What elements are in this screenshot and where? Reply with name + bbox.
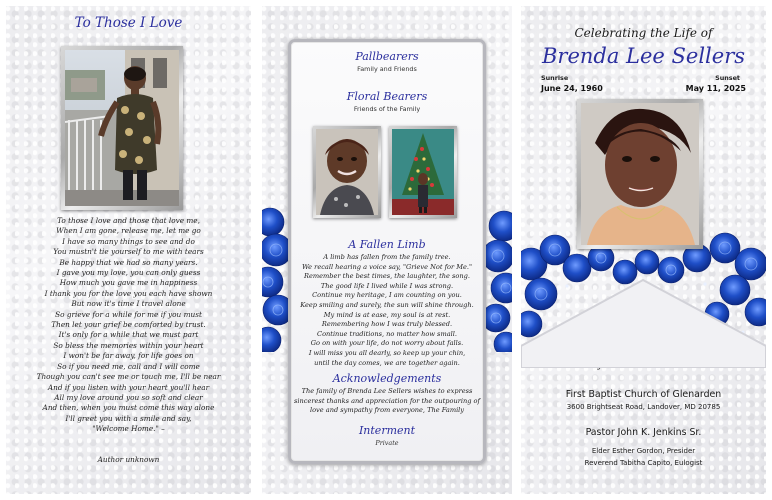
christmas-tree-photo-image (392, 129, 454, 215)
acknowledgements-title: Acknowledgements (332, 372, 442, 385)
interment-text: Private (375, 439, 399, 447)
poem-line: But now it's time I travel alone (71, 299, 186, 309)
presider-name: Elder Esther Gordon, Presider (591, 447, 696, 455)
poem-body (6, 216, 251, 435)
pastor-name: Pastor John K. Jenkins Sr. (585, 427, 702, 438)
acknowledgement-line: sincerest thanks and appreciation for the outpouring of (294, 396, 480, 405)
poem-line: And if you listen with your heart you'll hear (47, 382, 210, 392)
blue-roses-banner (521, 228, 766, 368)
sunrise-date: June 24, 1960 (541, 84, 603, 93)
balcony-photo-image (65, 50, 179, 206)
poem-line: I'll greet you with a smile and say, (65, 413, 192, 423)
balcony-photo (61, 46, 183, 210)
poem-line: How much you gave me in happiness (59, 278, 198, 288)
fallen-limb-line: I will miss you all dearly, so keep up your chin, (308, 348, 466, 357)
fallen-limb-line: My mind is at ease, my soul is at rest. (323, 310, 451, 319)
middle-panel (262, 6, 512, 494)
poem-line: Then let your grief be comforted by trust. (51, 320, 206, 330)
fallen-limb-line: Continue traditions, no matter how small. (317, 329, 457, 338)
poem-line: I thank you for the love you each have shown (44, 288, 213, 298)
fallen-limb-title: A Fallen Limb (348, 238, 426, 251)
poem-line: It's only for a while that we must part (58, 330, 199, 340)
sunset-date: May 11, 2025 (685, 84, 746, 93)
floral-bearers-title: Floral Bearers (346, 90, 428, 103)
poem-line: Though you can't see me or touch me, I'll be near (36, 372, 221, 382)
poem-title: To Those I Love (74, 15, 183, 31)
acknowledgements-text (291, 387, 483, 416)
poem-line: And then, when you must come this way alone (42, 403, 215, 413)
interment-title: Interment (358, 424, 416, 437)
sunrise-label: Sunrise (541, 74, 569, 82)
fallen-limb-line: We recall hearing a voice say, "Grieve Not for Me." (301, 262, 473, 271)
poem-line: To those I love and those that love me, (57, 216, 200, 225)
program-card (288, 39, 486, 464)
pallbearers-title: Pallbearers (355, 50, 419, 63)
poem-line: I have so many things to see and do (62, 236, 195, 246)
poem-line: So grieve for a while for me if you must (55, 309, 202, 319)
church-name: First Baptist Church of Glenarden (565, 389, 722, 400)
poem-line: I gave you my love, you can only guess (56, 268, 201, 278)
fallen-limb-poem (291, 253, 483, 368)
right-panel (521, 6, 766, 494)
church-address: 3600 Brightseat Road, Landover, MD 20785 (566, 403, 721, 411)
fallen-limb-line: Keep smiling and surely, the sun will shine through. (300, 300, 474, 309)
portrait-photo-small-image (316, 129, 378, 215)
acknowledgement-line: The family of Brenda Lee Sellers wishes to express (301, 387, 473, 395)
fallen-limb-line: The good life I lived while I was strong. (320, 281, 454, 290)
portrait-photo-small (313, 126, 381, 218)
fallen-limb-line: Go on with your life, do not worry about falls. (310, 339, 464, 348)
fallen-limb-line: Remembering how I was truly blessed. (321, 320, 453, 329)
poem-line: All my love around you so soft and clear (54, 392, 203, 402)
celebrating-heading: Celebrating the Life of (574, 26, 713, 40)
floral-bearers-text: Friends of the Family (353, 105, 421, 113)
fallen-limb-line: until the day comes, we are together again. (314, 358, 460, 367)
poem-line: So if you need me, call and I will come (57, 361, 200, 371)
poem-line: So bless the memories within your heart (53, 340, 204, 350)
poem-line: I won't be far away, for life goes on (63, 351, 194, 361)
cover-portrait-image (581, 103, 699, 245)
acknowledgement-line: love and sympathy from everyone, The Family (309, 406, 465, 415)
cover-portrait-photo (577, 99, 703, 249)
sunset-label: Sunset (715, 74, 740, 82)
fallen-limb-line: Continue my heritage, I am counting on you. (312, 291, 462, 300)
deceased-name: Brenda Lee Sellers (541, 44, 746, 68)
poem-line: You mustn't tie yourself to me with tears (53, 247, 204, 257)
poem-author: Author unknown (97, 455, 160, 464)
poem-line: Be happy that we had so many years. (59, 257, 198, 267)
fallen-limb-line: A limb has fallen from the family tree. (323, 253, 451, 261)
left-panel (6, 6, 251, 494)
eulogist-name: Reverend Tabitha Capito, Eulogist (584, 459, 703, 467)
poem-line: When I am gone, release me, let me go (56, 226, 201, 236)
pallbearers-text: Family and Friends (357, 65, 417, 73)
fallen-limb-line: Remember the best times, the laughter, the song. (304, 272, 470, 281)
christmas-tree-photo (389, 126, 457, 218)
poem-line: "Welcome Home." – (92, 424, 165, 434)
